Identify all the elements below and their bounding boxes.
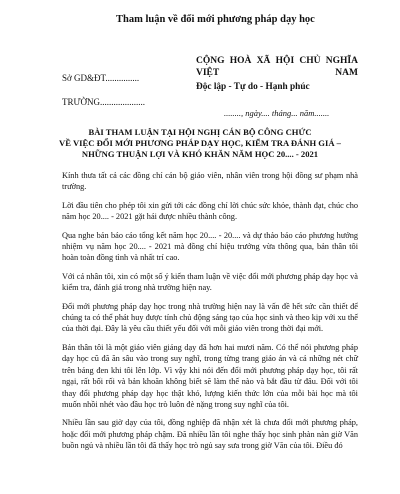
national-title-line1: CỘNG HOÀ XÃ HỘI CHỦ NGHĨA — [196, 56, 358, 66]
paragraph-wishes: Lời đầu tiên cho phép tôi xin gửi tới các đồng chí lời chúc sức khỏe, thành đạt, chúc cho năm học 20.... - 2021 gặt hái được nhiều thành công. — [62, 200, 358, 222]
heading-line-2: VỀ VIỆC ĐỔI MỚI PHƯƠNG PHÁP DẠY HỌC, KIỂM TRA ĐÁNH GIÁ – — [59, 138, 341, 148]
paragraph-report: Qua nghe bản báo cáo tổng kết năm học 20.... - 20.... và dự thảo báo cáo phương hướng nhiệm vụ năm học 20.... - 2021 mà đồng chí hiệu trưởng vừa thông qua, bản thân tôi hoàn toàn đồng tình và nhất trí cao. — [62, 230, 358, 263]
heading-line-3: NHỮNG THUẬN LỢI VÀ KHÓ KHĂN NĂM HỌC 20.... - 2021 — [81, 149, 319, 159]
paragraph-feedback: Nhiều lần sau giờ dạy của tôi, đồng nghiệp đã nhận xét là chưa đổi mới phương pháp, hoặc đổi mới phương pháp chậm. Đã nhiều lần tôi nghe thấy học sinh phàn nàn giờ Văn buồn ngủ và nhiều lần tôi đã thấy học trò ngủ say sưa trong giờ Văn của tôi. Điều đó — [62, 418, 358, 451]
paragraph-experience: Bản thân tôi là một giáo viên giảng dạy đã hơn hai mươi năm. Có thể nói phương pháp dạy học cũ đã ăn sâu vào trong suy nghĩ, trong từng trang giáo án và cả những nét chữ trên bảng đen khi tôi lên lớp. Vì vậy khi nói đến đổi mới phương pháp dạy học, tôi rất ngại, rất bối rối và bản khoăn không biết sẽ làm thế nào và bắt đầu từ đâu. Đối với tôi thay đổi phương pháp dạy học thật khó, lượng kiến thức lớn của mỗi bài học mà tôi muốn nhồi nhét vào đầu học trò luôn đè nặng trong suy nghĩ của tôi. — [62, 342, 358, 409]
heading-line-1: BÀI THAM LUẬN TẠI HỘI NGHỊ CÁN BỘ CÔNG CHỨC — [88, 127, 312, 137]
national-title-line2 — [196, 68, 358, 78]
paragraph-greeting: Kính thưa tất cả các đồng chí cán bộ giáo viên, nhân viên trong hội đồng sư phạm nhà trường. — [62, 171, 358, 192]
paragraph-opinion: Với cá nhân tôi, xin có một số ý kiến tham luận về việc đổi mới phương pháp dạy học và kiểm tra, đánh giá trong nhà trường hiện nay. — [62, 271, 358, 293]
date-line: ........, ngày.... tháng... năm....... — [224, 108, 330, 118]
document-title: Tham luận về đổi mới phương pháp dạy học — [116, 14, 315, 25]
national-motto: Độc lập - Tự do - Hạnh phúc — [196, 82, 310, 92]
ministry-label: Sở GD&ĐT............... — [62, 73, 140, 83]
document-body — [62, 170, 358, 452]
national-title-line2-right: NAM — [335, 68, 358, 78]
national-title-line2-left: VIỆT — [196, 68, 220, 78]
paragraph-innovation: Đổi mới phương pháp dạy học trong nhà trường hiện nay là vấn đề hết sức cần thiết để chúng ta có thể phát huy được tính chủ động sáng tạo của học sinh và theo kịp với xu thế của thời đại. Đây là yêu cầu thiết yếu đối với mỗi giáo viên trong thời đại mới. — [62, 301, 358, 334]
school-label: TRƯỜNG.................... — [62, 97, 145, 107]
